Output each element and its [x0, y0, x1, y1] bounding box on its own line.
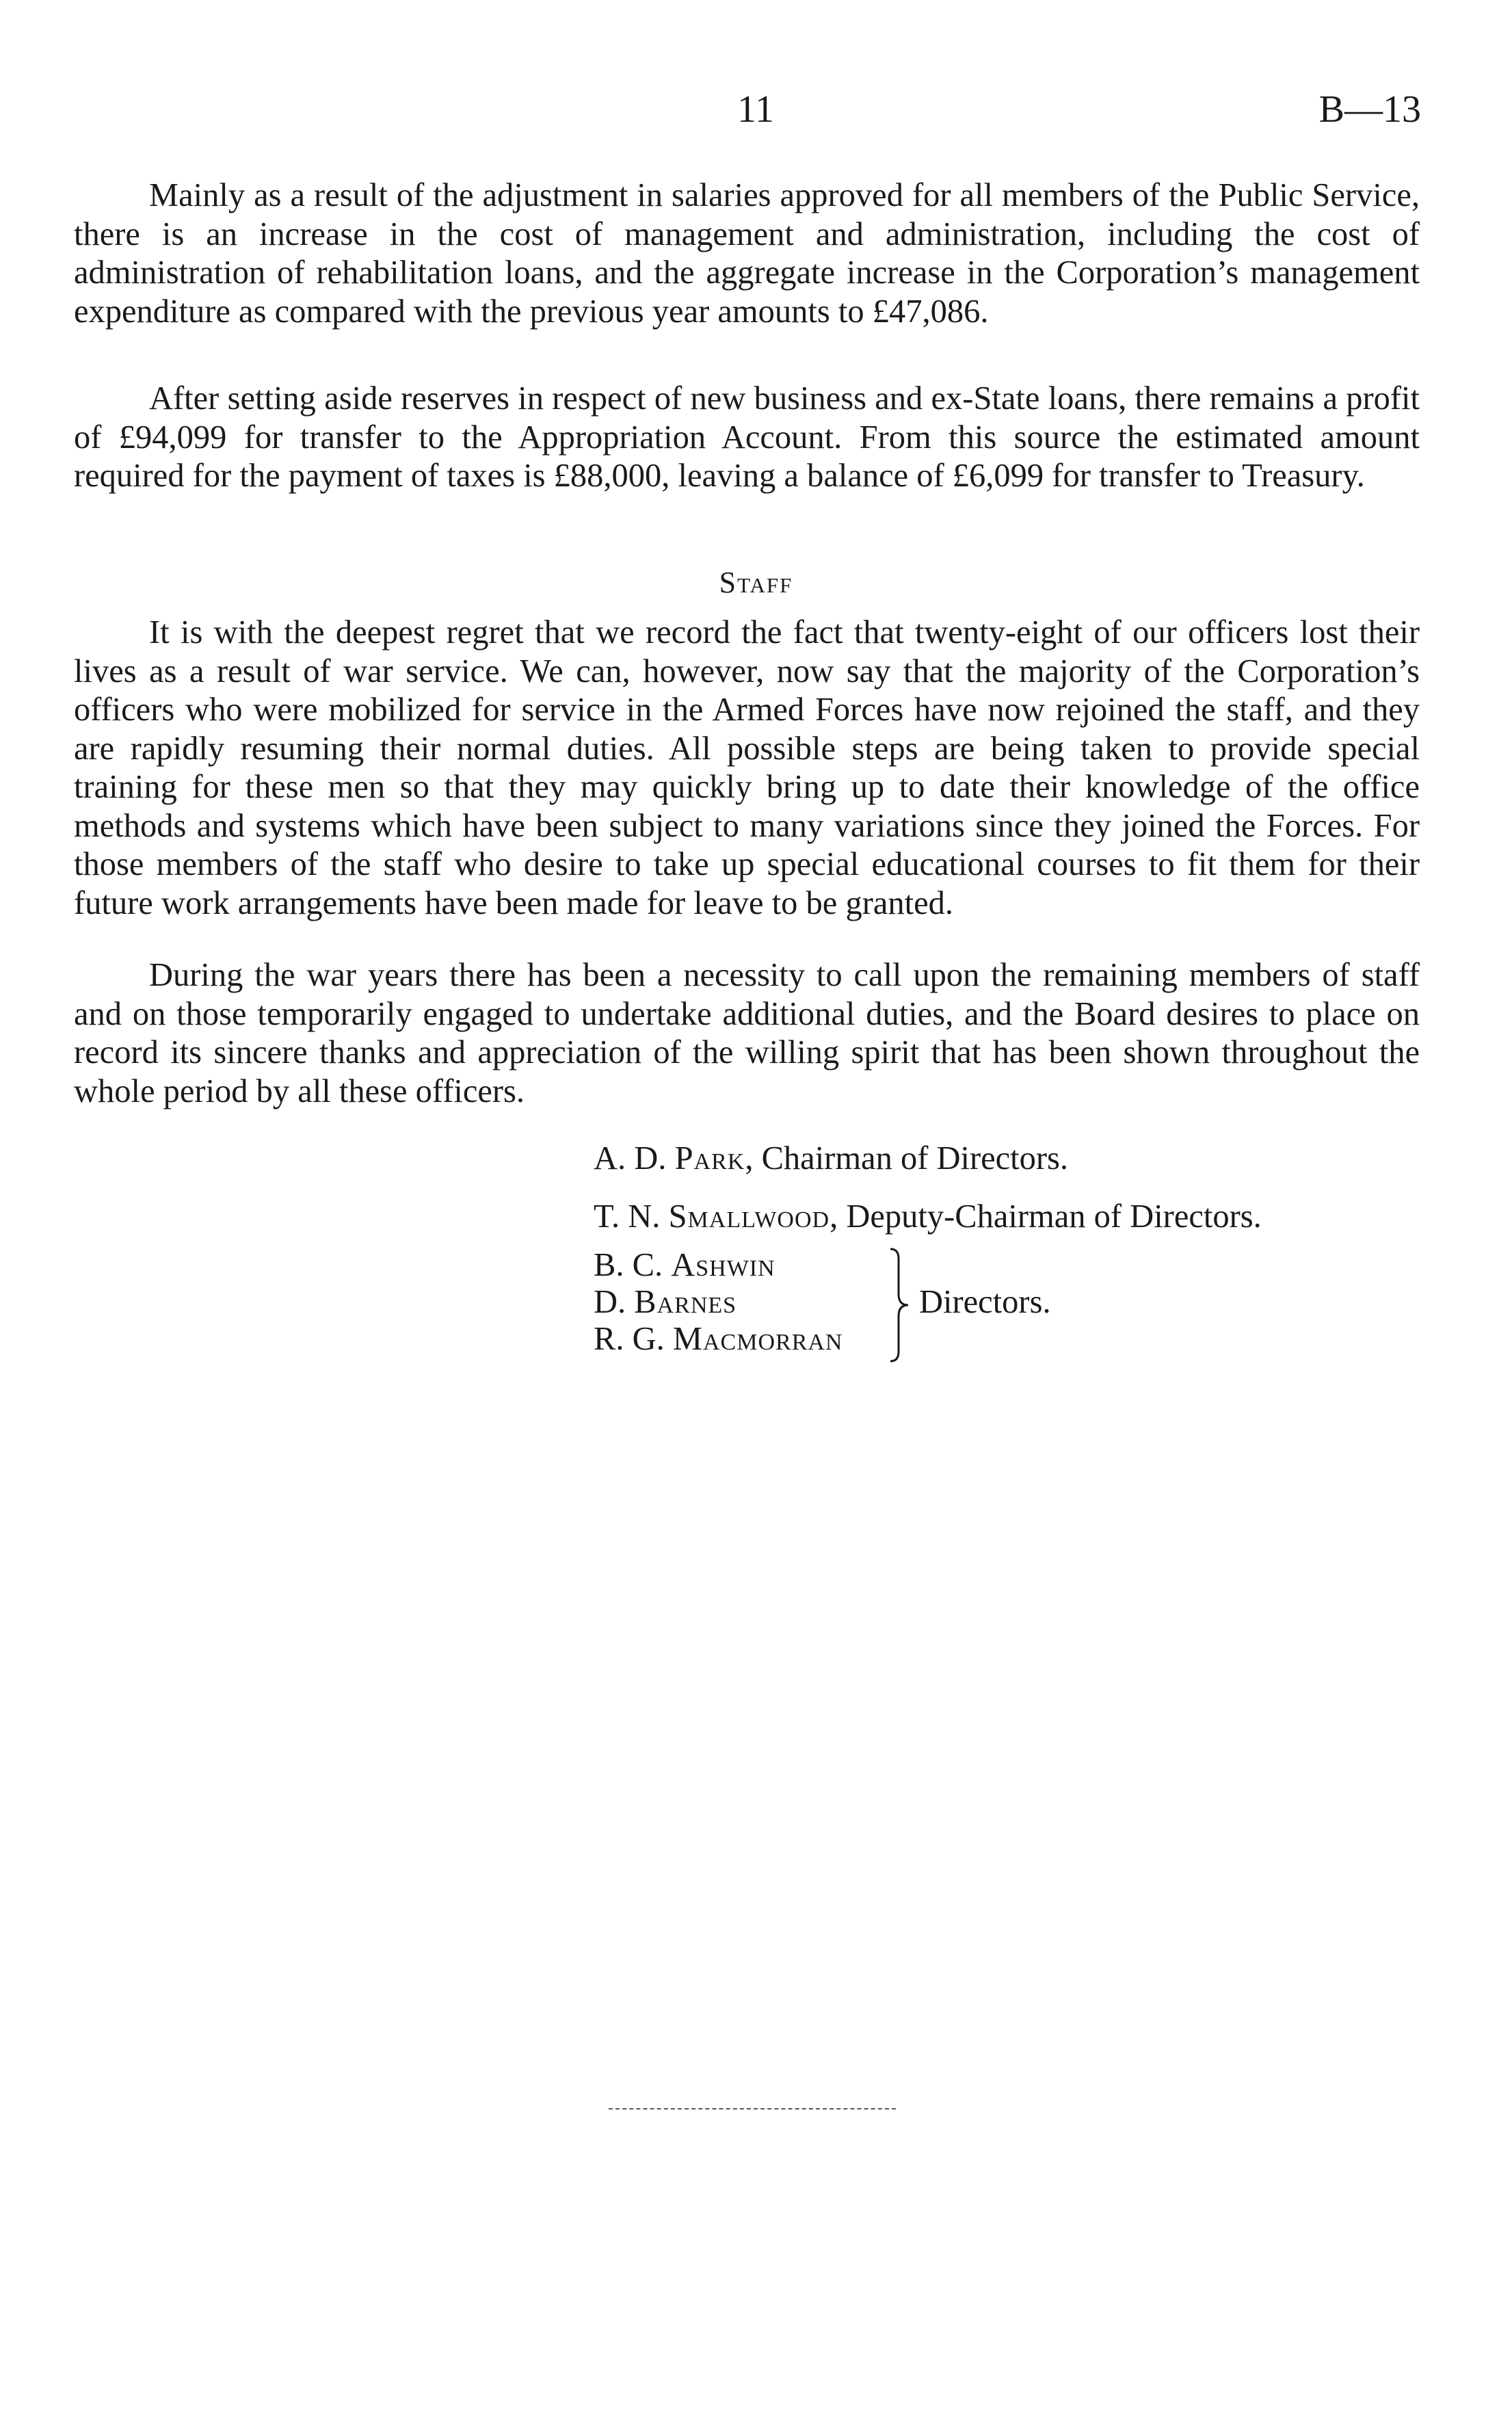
paragraph-text: During the war years there has been a necessity to call upon the remaining members of staff and on those temporarily engaged to undertake additional duties, and the Board desires to place on record its sincere thanks and appreciation of the willing spirit that has been shown throughout the whole period by all these officers. — [74, 957, 1420, 1109]
signatory-surname: Macmorran — [672, 1321, 843, 1357]
curly-brace-icon — [888, 1246, 911, 1364]
paragraph-profit — [74, 380, 1420, 496]
signatory-surname: Barnes — [634, 1284, 737, 1320]
paragraph-text: After setting aside reserves in respect of new business and ex-State loans, there remains a profit of £94,099 for transfer to the Appropriation Account. From this source the estimated amount required for the payment of taxes is £88,000, leaving a balance of £6,099 for transfer to Treasury. — [74, 380, 1420, 494]
paragraph-management-costs — [74, 176, 1420, 331]
signatory-initials: D. — [594, 1284, 626, 1320]
document-reference: B—13 — [1318, 88, 1421, 131]
signatory-initials: A. D. — [594, 1140, 667, 1177]
directors-label: Directors. — [919, 1284, 1051, 1320]
paragraph-text: Mainly as a result of the adjustment in salaries approved for all members of the Public Service, there is an increase in the cost of management and administration, including the cost of administration of rehabilitation loans, and the aggregate increase in the Corporation’s management expenditure as compared with the previous year amounts to £47,086. — [74, 177, 1420, 330]
paragraph-text: It is with the deepest regret that we record the fact that twenty-eight of our officers lost their lives as a result of war service. We can, however, now say that the majority of the Corporation’s officers who were mobilized for service in the Armed Forces have now rejoined the staff, and they are rapidly resuming their normal duties. All possible steps are being taken to provide special training for these men so that they may quickly bring up to date their knowledge of the office methods and systems which have been subject to many variations since they joined the Forces. For those members of the staff who desire to take up special educational courses to fit them for their future work arrangements have been made for leave to be granted. — [74, 614, 1420, 921]
signatory-surname: Park — [674, 1140, 745, 1177]
signature-director — [594, 1320, 843, 1358]
page-number: 11 — [737, 88, 774, 131]
signatory-title: , Chairman of Directors. — [745, 1140, 1069, 1177]
signatory-title: , Deputy-Chairman of Directors. — [830, 1198, 1262, 1235]
signature-director — [594, 1283, 737, 1321]
signatory-surname: Ashwin — [671, 1247, 775, 1283]
signatory-initials: R. G. — [594, 1321, 665, 1357]
end-rule-divider — [609, 2108, 896, 2110]
signatory-initials: T. N. — [594, 1198, 661, 1235]
signatory-initials: B. C. — [594, 1247, 663, 1283]
signature-chairman — [594, 1140, 1068, 1177]
signature-deputy-chairman — [594, 1198, 1262, 1235]
paragraph-staff-war-service — [74, 614, 1420, 923]
signature-director — [594, 1246, 775, 1284]
section-heading-staff: Staff — [719, 566, 793, 599]
paragraph-staff-thanks — [74, 956, 1420, 1111]
signatory-surname: Smallwood — [668, 1198, 830, 1235]
